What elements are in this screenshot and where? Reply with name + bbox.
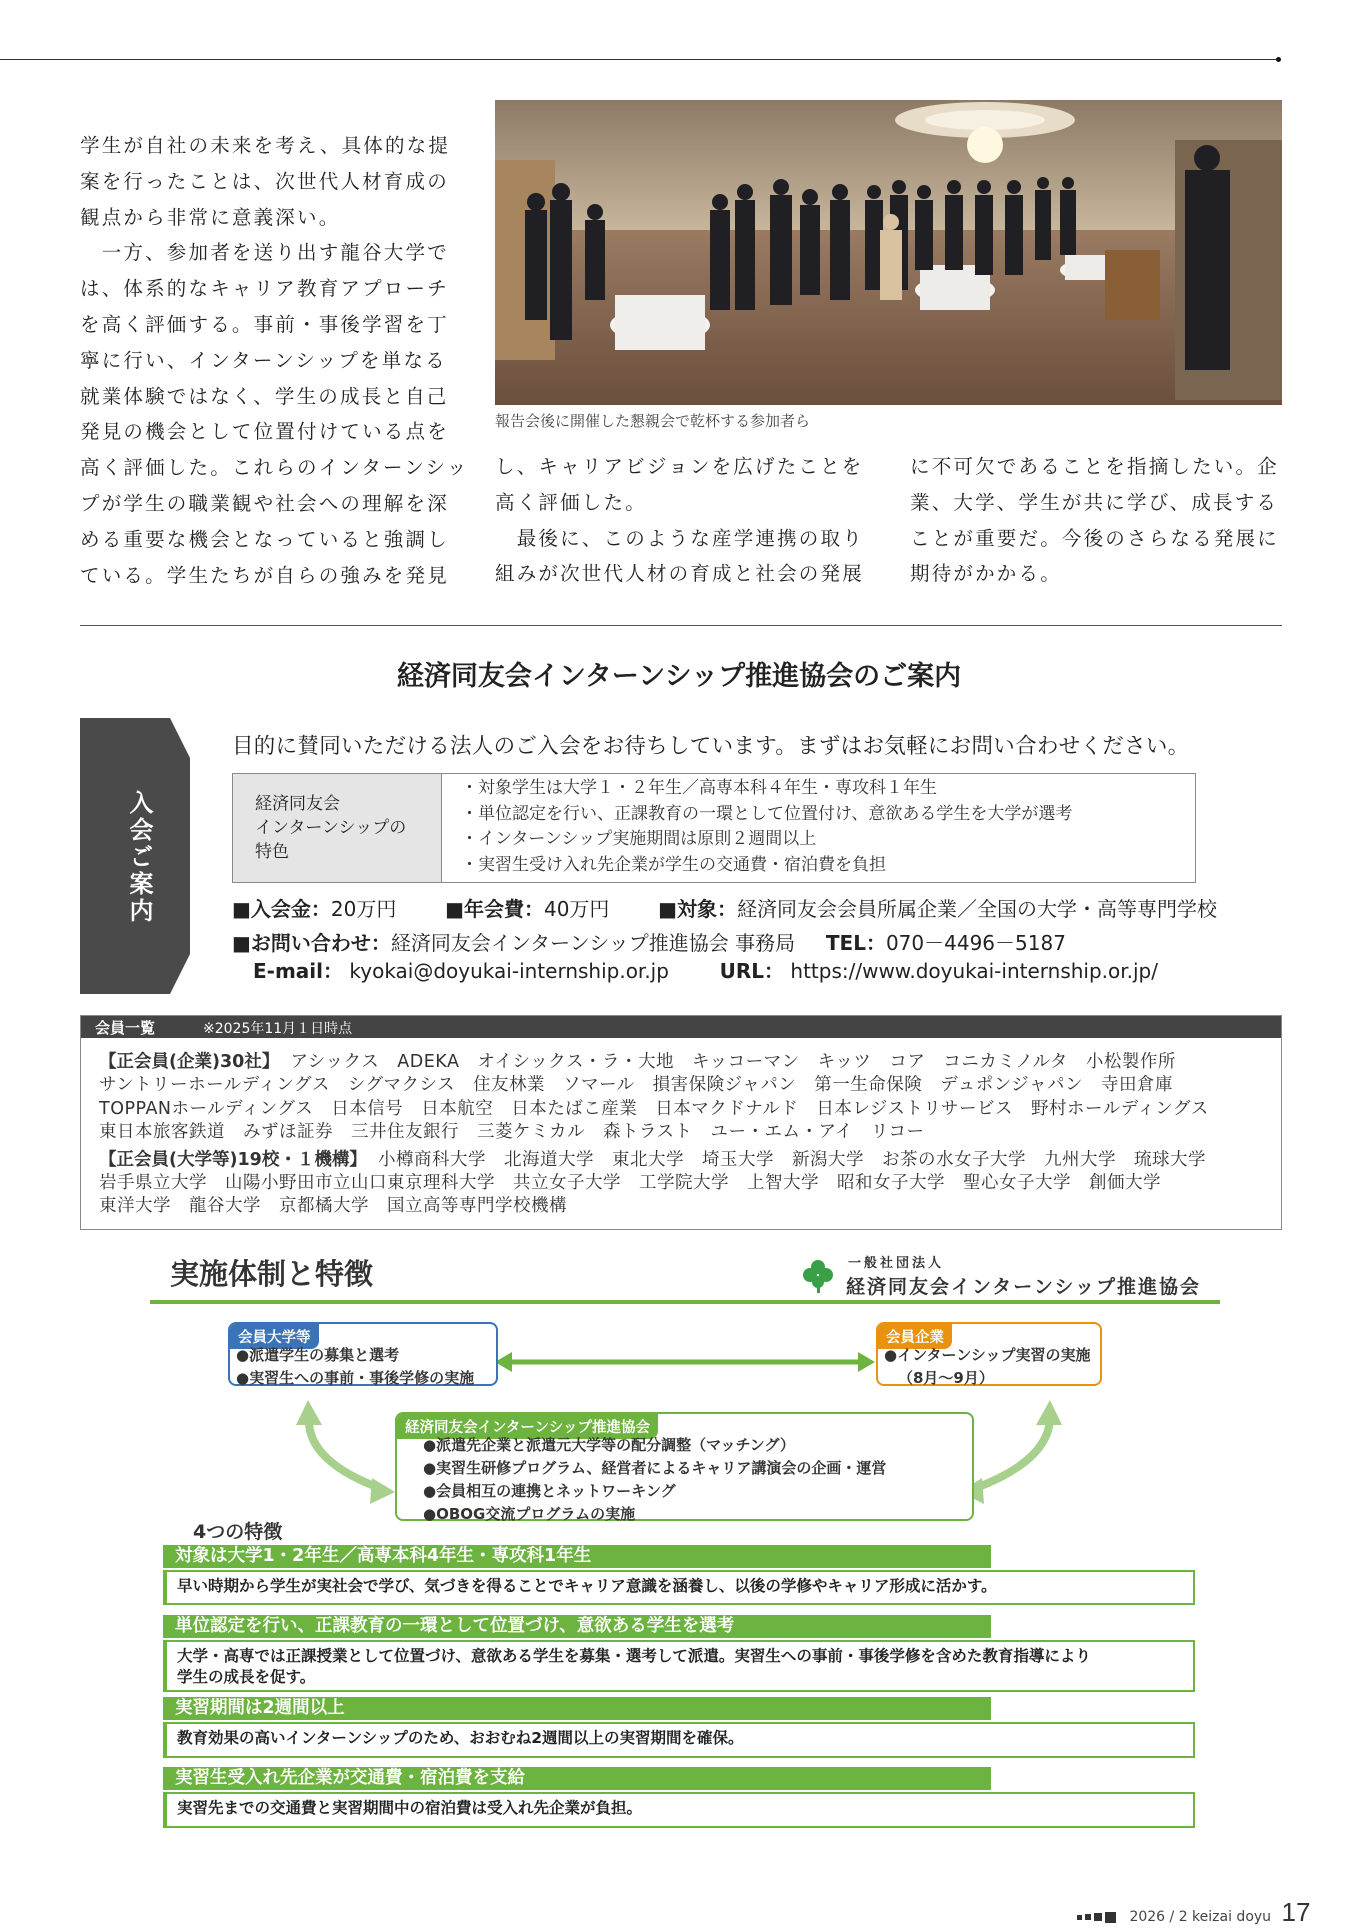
article-line: 一方、参加者を送り出す龍谷大学で <box>80 241 449 265</box>
article-line: は、体系的なキャリア教育アプローチ <box>80 277 449 301</box>
association-center-items <box>423 1434 886 1526</box>
corp-item: （8月～9月） <box>898 1369 994 1387</box>
corp-members-line: サントリーホールディングス シグマクシス 住友林業 ソマール 損害保険ジャパン 第一生命保険 デュポンジャパン 寺田倉庫 <box>99 1075 1173 1096</box>
article-line: 案を行ったことは、次世代人材育成の <box>80 169 449 193</box>
tel-value[interactable]: 070－4496－5187 <box>885 931 1066 955</box>
article-line: 期待がかかる。 <box>910 562 1062 586</box>
article-line: 学生が自社の未来を考え、具体的な提 <box>80 134 451 157</box>
member-company-box <box>876 1322 1102 1386</box>
member-university-items <box>236 1344 474 1390</box>
annual-fee-label: ■年会費： <box>445 897 544 921</box>
feature-2-description <box>163 1640 1195 1692</box>
member-university-tag: 会員大学等 <box>230 1324 319 1349</box>
corp-members-line: 東日本旅客鉄道 みずほ証券 三井住友銀行 三菱ケミカル 森トラスト ユー・エム・アイ リコー <box>99 1122 925 1143</box>
page-number: 17 <box>1281 1897 1311 1927</box>
article-line: プが学生の職業観や社会への理解を深 <box>80 491 449 515</box>
univ-members-line: 東洋大学 龍谷大学 京都橘大学 国立高等専門学校機構 <box>99 1196 567 1217</box>
article-line: に不可欠であることを指摘したい。企 <box>910 455 1279 478</box>
article-column-3 <box>910 449 1300 592</box>
features-table-header-text <box>255 792 406 864</box>
feature-desc-line: 学生の成長を促す。 <box>177 1668 316 1686</box>
feature-item: ・インターンシップ実施期間は原則２週間以上 <box>461 829 817 849</box>
member-company-items <box>884 1344 1091 1390</box>
features-head-line: 特色 <box>255 842 289 862</box>
clover-logo-icon <box>800 1257 836 1293</box>
features-table-header <box>233 774 442 882</box>
article-column-2 <box>495 449 895 592</box>
reception-photo <box>495 100 1282 405</box>
email-link[interactable]: kyokai@doyukai-internship.or.jp <box>349 959 669 983</box>
target-label: ■対象： <box>658 897 738 921</box>
four-features-title: 4つの特徴 <box>193 1521 283 1543</box>
article-line: 高く評価した。これらのインターンシッ <box>80 456 469 480</box>
association-center-box <box>395 1412 974 1521</box>
features-table <box>232 773 1196 883</box>
arrowhead-right <box>858 1352 875 1372</box>
feature-desc-line: 早い時期から学生が実社会で学び、気づきを得ることでキャリア意識を涵養し、以後の学修やキャリア形成に活かす。 <box>177 1577 997 1595</box>
features-list <box>461 776 1072 878</box>
feature-desc-line: 大学・高専では正課授業として位置づけ、意欲ある学生を募集・選考して派遣。実習生への事前・事後学修を含めた教育指導により <box>177 1647 1091 1665</box>
curve-arrowhead-left-bottom <box>370 1478 395 1504</box>
issue-label: 2026 / 2 keizai doyu <box>1129 1909 1272 1925</box>
article-line: 観点から非常に意義深い。 <box>80 205 341 229</box>
center-item: ●実習生研修プログラム、経営者によるキャリア講演会の企画・運営 <box>423 1459 887 1477</box>
contact-row <box>232 927 1066 956</box>
center-item: ●OBOG交流プログラムの実施 <box>423 1505 636 1523</box>
page-footer <box>1077 1897 1310 1928</box>
fee-row <box>232 893 1217 922</box>
corp-members-line: TOPPANホールディングス 日本信号 日本航空 日本たばこ産業 日本マクドナルド 日本レジストリサービス 野村ホールディングス <box>99 1098 1209 1119</box>
curve-arrowhead-right-top <box>1036 1400 1062 1425</box>
univ-item: ●実習生への事前・事後学修の実施 <box>236 1369 475 1387</box>
feature-3-heading: 実習期間は2週間以上 <box>163 1697 991 1720</box>
article-line: 発見の機会として位置付けている点を <box>80 420 449 444</box>
email-url-row <box>253 955 1158 984</box>
members-list <box>99 1051 1209 1219</box>
corp-item: ●インターンシップ実習の実施 <box>884 1346 1091 1364</box>
feature-item: ・対象学生は大学１・２年生／高専本科４年生・専攻科１年生 <box>461 778 937 798</box>
curve-arrowhead-left-top <box>296 1400 322 1425</box>
univ-item: ●派遣学生の募集と選考 <box>236 1346 400 1364</box>
association-center-tag: 経済同友会インターンシップ推進協会 <box>397 1414 658 1439</box>
reception-photo-illustration <box>495 100 1282 405</box>
member-university-box <box>228 1322 498 1386</box>
join-fee-label: ■入会金： <box>232 897 331 921</box>
corp-members-label: 【正会員(企業)30社】 <box>99 1052 280 1072</box>
org-type-label: 一般社団法人 <box>848 1256 945 1271</box>
url-label: URL： <box>719 959 785 983</box>
article-column-1 <box>80 128 480 593</box>
curve-arrow-left <box>309 1410 385 1490</box>
feature-item: ・実習生受け入れ先企業が学生の交通費・宿泊費を負担 <box>461 854 886 875</box>
article-line: 最後に、このような産学連携の取り <box>495 526 864 550</box>
article-line: 就業体験ではなく、学生の成長と自己 <box>80 384 449 408</box>
footer-square-icon <box>1077 1915 1082 1920</box>
feature-4-heading: 実習生受入れ先企業が交通費・宿泊費を支給 <box>163 1767 991 1790</box>
univ-members-label: 【正会員(大学等)19校・１機構】 <box>99 1149 367 1170</box>
annual-fee-value: 40万円 <box>543 897 610 921</box>
section-divider <box>80 625 1282 626</box>
feature-3-description <box>163 1722 1195 1758</box>
top-rule <box>0 59 1280 60</box>
contact-value: 経済同友会インターンシップ推進協会 事務局 <box>390 931 796 955</box>
top-rule-dot <box>1276 57 1281 62</box>
article-line: し、キャリアビジョンを広げたことを <box>495 455 864 478</box>
photo-caption: 報告会後に開催した懇親会で乾杯する参加者ら <box>495 412 811 430</box>
article-line: 寧に行い、インターンシップを単なる <box>80 348 447 372</box>
article-line: ている。学生たちが自らの強みを発見 <box>80 563 449 587</box>
univ-members-line: 小樽商科大学 北海道大学 東北大学 埼玉大学 新潟大学 お茶の水女子大学 九州大学 琉球大学 <box>378 1149 1206 1170</box>
contact-label: ■お問い合わせ： <box>232 931 391 955</box>
feature-1-heading: 対象は大学1・2年生／高専本科4年生・専攻科1年生 <box>163 1545 991 1568</box>
feature-2-heading: 単位認定を行い、正課教育の一環として位置づけ、意欲ある学生を選考 <box>163 1615 991 1638</box>
article-line: める重要な機会となっていると強調し <box>80 527 449 551</box>
target-value: 経済同友会会員所属企業／全国の大学・高等専門学校 <box>737 897 1218 921</box>
members-box <box>80 1015 1282 1230</box>
association-title: 経済同友会インターンシップ推進協会のご案内 <box>396 661 962 692</box>
feature-item: ・単位認定を行い、正課教育の一環として位置付け、意欲ある学生を大学が選考 <box>461 803 1073 824</box>
feature-desc-line: 教育効果の高いインターンシップのため、おおむね2週間以上の実習期間を確保。 <box>177 1729 744 1747</box>
url-link[interactable]: https://www.doyukai-internship.or.jp/ <box>790 959 1158 983</box>
members-date-note: ※2025年11月１日時点 <box>203 1021 353 1037</box>
org-name-label: 経済同友会インターンシップ推進協会 <box>846 1276 1202 1298</box>
article-line: 組みが次世代人材の育成と社会の発展 <box>495 562 864 586</box>
univ-members-line: 岩手県立大学 山陽小野田市立山口東京理科大学 共立女子大学 工学院大学 上智大学 昭和女子大学 聖心女子大学 創価大学 <box>99 1173 1161 1194</box>
center-item: ●派遣先企業と派遣元大学等の配分調整（マッチング） <box>423 1436 795 1454</box>
diagram-title: 実施体制と特徴 <box>170 1257 374 1291</box>
association-lead: 目的に賛同いただける法人のご入会をお待ちしています。まずはお気軽にお問い合わせください。 <box>232 734 1190 759</box>
feature-4-description <box>163 1792 1195 1828</box>
article-line: 業、大学、学生が共に学び、成長する <box>910 490 1279 514</box>
features-head-line: インターンシップの <box>255 818 407 838</box>
footer-square-icon <box>1085 1914 1091 1920</box>
footer-square-icon <box>1105 1912 1116 1923</box>
join-label: 入会ご案内 <box>125 790 153 925</box>
article-line: を高く評価する。事前・事後学習を丁 <box>80 312 449 336</box>
article-line: ことが重要だ。今後のさらなる発展に <box>910 526 1279 550</box>
join-fee-value: 20万円 <box>330 897 397 921</box>
article-line: 高く評価した。 <box>495 490 647 514</box>
feature-desc-line: 実習先までの交通費と実習期間中の宿泊費は受入れ先企業が負担。 <box>177 1799 643 1817</box>
feature-1-description <box>163 1570 1195 1605</box>
email-label: E-mail： <box>253 959 344 983</box>
members-title: 会員一覧 <box>95 1019 156 1037</box>
corp-members-line: アシックス ADEKA オイシックス・ラ・大地 キッコーマン キッツ コア コニカミノルタ 小松製作所 <box>290 1052 1176 1072</box>
members-header <box>81 1016 1281 1038</box>
features-head-line: 経済同友会 <box>255 794 340 814</box>
tel-label: TEL： <box>825 931 886 955</box>
member-company-tag: 会員企業 <box>878 1324 952 1349</box>
center-item: ●会員相互の連携とネットワーキング <box>423 1482 676 1500</box>
